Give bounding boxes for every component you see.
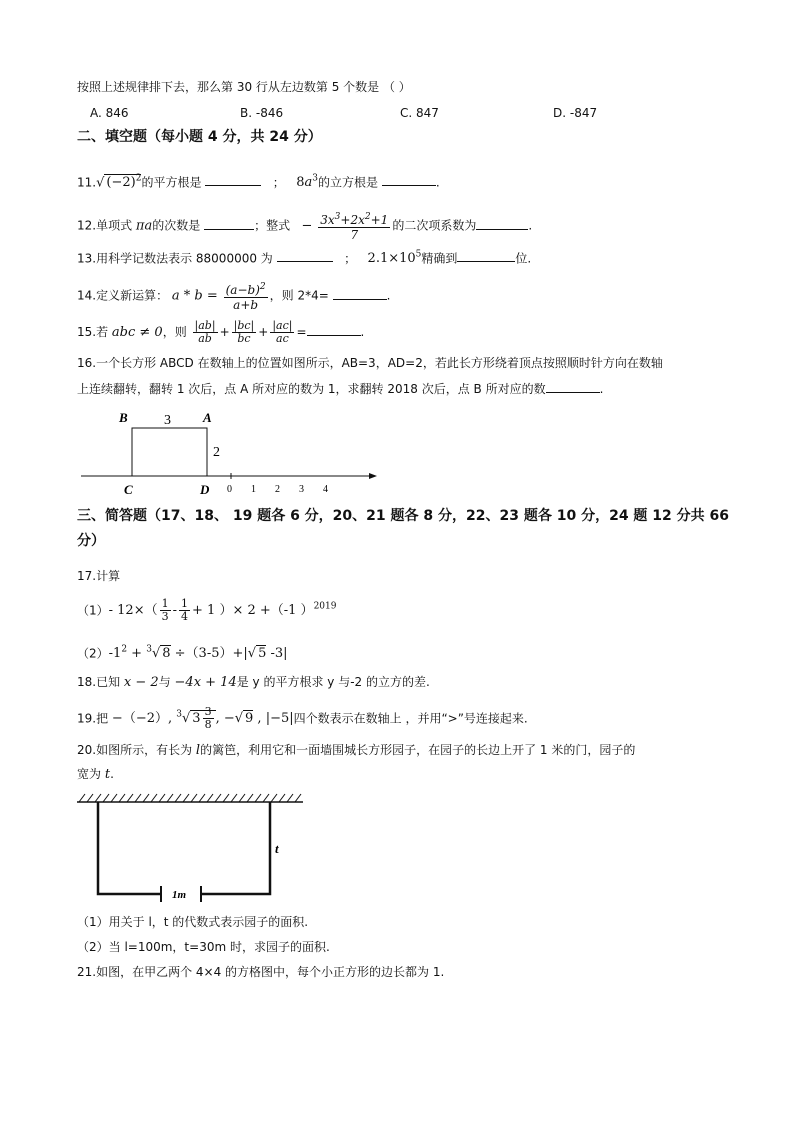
label-a: A bbox=[203, 410, 212, 425]
q12-text2: ；整式 bbox=[254, 218, 291, 233]
q13-text1: 13.用科学记数法表示 88000000 为 bbox=[77, 251, 273, 266]
label-c: C bbox=[124, 482, 133, 497]
q10-option-c: C. 847 bbox=[400, 106, 439, 120]
axis-arrow bbox=[369, 473, 377, 479]
q19-numbers: −（−2）, $^3$√ 3 $\frac{3}{8}$ , −√ 9 , |−5| bbox=[111, 705, 294, 732]
rectangle-abcd bbox=[132, 428, 207, 476]
q12: 12.单项式 πa的次数是 ；整式 − $\frac{3x^3+2x^2+1}{7}$ 的二次项系数为 . bbox=[77, 212, 533, 242]
q15-condition: abc ≠ 0 bbox=[111, 325, 163, 340]
fence-right-bottom bbox=[201, 802, 270, 894]
q20-figure bbox=[77, 793, 307, 905]
q13-text2: ； bbox=[344, 251, 357, 266]
q15-frac-ac: $\frac{|ac|}{ac}$ bbox=[272, 319, 293, 345]
q20-text2: 宽为 bbox=[77, 767, 102, 781]
q20-var-t: t bbox=[104, 767, 111, 782]
q12-text1: 的次数是 bbox=[152, 218, 201, 233]
tick-label-0: 0 bbox=[227, 484, 232, 495]
label-b: B bbox=[119, 410, 128, 425]
q18-text2: 与 bbox=[158, 675, 171, 689]
q20-text1a: 20.如图所示，有长为 bbox=[77, 743, 193, 757]
tick-label-2: 2 bbox=[275, 484, 280, 495]
q10-stem: 按照上述规律排下去，那么第 30 行从左边数第 5 个数是 （ ） bbox=[77, 80, 411, 94]
q20-line1 bbox=[77, 741, 635, 760]
section2-title: 二、填空题（每小题 4 分，共 24 分） bbox=[77, 129, 322, 145]
q20-part2: （2）当 l=100m，t=30m 时，求园子的面积. bbox=[77, 940, 330, 954]
q20-end: . bbox=[110, 767, 114, 781]
q11-text3: 的立方根是 bbox=[317, 175, 378, 190]
width-label-t: t bbox=[275, 841, 279, 856]
q16-blank[interactable] bbox=[546, 380, 600, 393]
q20-text1b: 的篱笆，利用它和一面墙围城长方形园子，在园子的长边上开了 1 米的门，园子的 bbox=[200, 743, 636, 757]
q13-blank2[interactable] bbox=[457, 249, 515, 262]
q21: 21.如图，在甲乙两个 4×4 的方格图中，每个小正方形的边长都为 1. bbox=[77, 965, 445, 979]
q14-fraction: $\frac{(a-b)^2}{a+b}$ bbox=[225, 282, 266, 312]
q16-figure bbox=[77, 402, 387, 498]
q12-end: . bbox=[528, 218, 533, 233]
q15-blank[interactable] bbox=[307, 323, 361, 336]
q17-part2 bbox=[77, 641, 288, 663]
q19-text1: 19.把 bbox=[77, 711, 109, 726]
q13-text4: 位. bbox=[515, 251, 532, 266]
q14-blank[interactable] bbox=[333, 287, 387, 300]
label-ad-length: 2 bbox=[213, 445, 220, 460]
tick-label-4: 4 bbox=[323, 484, 328, 495]
q18-expr2: −4x + 14 bbox=[174, 675, 237, 690]
wall-hatching bbox=[79, 794, 301, 802]
q17-part1-expr: - 12×（ $\frac{1}{3}$ - $\frac{1}{4}$ + 1 ）× 2 +（-1 ）$^{2019}$ bbox=[108, 597, 337, 624]
q15-text1: 15.若 bbox=[77, 325, 109, 339]
fence-left-bottom bbox=[98, 802, 161, 894]
q10-option-b: B. -846 bbox=[240, 106, 284, 120]
q12-monomial: πa bbox=[135, 218, 153, 234]
q19-text2: 四个数表示在数轴上 ，并用“>”号连接起来. bbox=[293, 711, 528, 726]
section3-title-line1: 三、简答题（17、18、 19 题各 6 分，20、21 题各 8 分，22、23 题各 10 分，24 题 12 分共 66 bbox=[77, 508, 730, 524]
q15-frac-ab: $\frac{|ab|}{ab}$ bbox=[194, 319, 216, 345]
q11-text1: 的平方根是 bbox=[141, 175, 202, 190]
q15-frac-bc: $\frac{|bc|}{bc}$ bbox=[233, 319, 255, 345]
q14-definition: a * b = bbox=[171, 288, 218, 304]
q18 bbox=[77, 673, 430, 692]
q11 bbox=[77, 170, 440, 192]
q11-end: . bbox=[435, 175, 440, 190]
q17-title: 17.计算 bbox=[77, 569, 121, 583]
q14-end: . bbox=[386, 288, 391, 303]
q13-blank1[interactable] bbox=[277, 249, 333, 262]
door-label: 1m bbox=[172, 889, 187, 901]
section3-title-line2: 分） bbox=[77, 533, 105, 549]
q16-line2-text: 上连续翻转，翻转 1 次后，点 A 所对应的数为 1，求翻转 2018 次后，点 B 所对应的数 bbox=[77, 382, 546, 396]
q17-part1 bbox=[77, 598, 336, 623]
q20-part1: （1）用关于 l，t 的代数式表示园子的面积. bbox=[77, 915, 309, 929]
q11-sqrt-expr: √ $(-2)^2$ bbox=[96, 174, 142, 191]
q11-number: 11. bbox=[77, 175, 97, 190]
q13-number-expr: $2.1\times 10^5$ bbox=[367, 250, 422, 267]
q13-text3: 精确到 bbox=[421, 251, 458, 266]
q15-end: . bbox=[360, 325, 365, 339]
q16-end: . bbox=[599, 382, 604, 396]
q10-option-a: A. 846 bbox=[90, 106, 129, 120]
q14-text2: ，则 2*4= bbox=[269, 288, 329, 303]
q18-text3: 是 y 的平方根求 y 与-2 的立方的差. bbox=[236, 675, 430, 689]
q11-blank2[interactable] bbox=[382, 173, 436, 186]
q16-line1: 16.一个长方形 ABCD 在数轴上的位置如图所示，AB=3，AD=2，若此长方形绕着顶点按照顺时针方向在数轴 bbox=[77, 356, 663, 370]
q20-var-l: l bbox=[195, 743, 201, 758]
tick-label-3: 3 bbox=[299, 484, 304, 495]
q16-line2 bbox=[77, 380, 603, 398]
q10-option-d: D. -847 bbox=[553, 106, 598, 120]
q15-text2: ，则 bbox=[162, 325, 187, 339]
q19 bbox=[77, 706, 528, 731]
q20-line2 bbox=[77, 765, 114, 784]
label-d: D bbox=[200, 482, 210, 497]
q18-expr1: x − 2 bbox=[123, 675, 159, 690]
q15: 15.若 abc ≠ 0，则 $\frac{|ab|}{ab}$ + $\frac{|bc|}{bc}$ + $\frac{|ac|}{ac}$ = . bbox=[77, 319, 365, 345]
q11-cube-expr: $8a^3$ bbox=[296, 174, 318, 191]
q12-polynomial: $\frac{3x^3+2x^2+1}{7}$ bbox=[320, 212, 389, 242]
q17-part2-label: （2） bbox=[77, 646, 109, 661]
q12-text3: 的二次项系数为 bbox=[392, 218, 477, 233]
q14-text1: 14.定义新运算： bbox=[77, 288, 169, 303]
q12-number: 12.单项式 bbox=[77, 218, 133, 233]
label-ab-length: 3 bbox=[164, 413, 171, 428]
q15-text3: = bbox=[296, 325, 307, 339]
q12-blank1[interactable] bbox=[204, 217, 254, 230]
q11-text2: ； bbox=[272, 175, 285, 190]
q13 bbox=[77, 246, 531, 268]
tick-label-1: 1 bbox=[251, 484, 256, 495]
q14 bbox=[77, 280, 390, 312]
q11-blank1[interactable] bbox=[205, 173, 261, 186]
q18-text1: 18.已知 bbox=[77, 675, 121, 689]
q17-part1-label: （1） bbox=[77, 603, 109, 618]
q12-blank2[interactable] bbox=[476, 217, 528, 230]
q17-part2-expr: $-1^2 + ^3√$ 8 ÷（3-5）+|√ 5 -3| bbox=[108, 645, 288, 662]
